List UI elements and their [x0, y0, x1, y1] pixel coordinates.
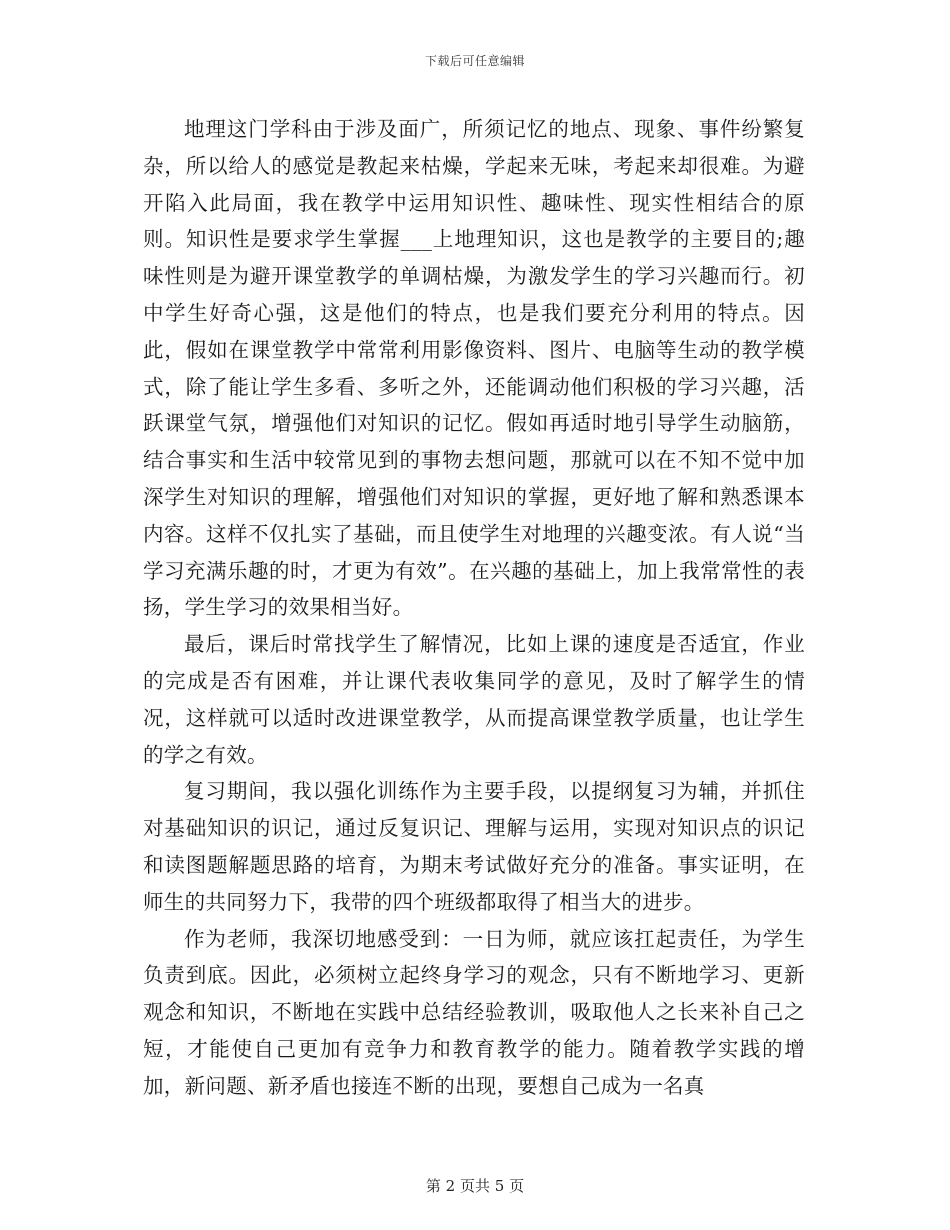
paragraph-1: 地理这门学科由于涉及面广，所须记忆的地点、现象、事件纷繁复杂，所以给人的感觉是教起来枯燥，学起来无味，考起来却很难。为避开陷入此局面，我在教学中运用知识性、趣味性、现实性相结合的原则。知识性是要求学生掌握___上地理知识，这也是教学的主要目的;趣味性则是为避开课堂教学的单调枯燥，为激发学生的学习兴趣而行。初中学生好奇心强，这是他们的特点，也是我们要充分利用的特点。因此，假如在课堂教学中常常利用影像资料、图片、电脑等生动的教学模式，除了能让学生多看、多听之外，还能调动他们积极的学习兴趣，活跃课堂气氛，增强他们对知识的记忆。假如再适时地引导学生动脑筋，结合事实和生活中较常见到的事物去想问题，那就可以在不知不觉中加深学生对知识的理解，增强他们对知识的掌握，更好地了解和熟悉课本内容。这样不仅扎实了基础，而且使学生对地理的兴趣变浓。有人说“当学习充满乐趣的时，才更为有效”。在兴趣的基础上，加上我常常性的表扬，学生学习的效果相当好。	[143, 117, 805, 620]
page-header: 下载后可任意编辑	[424, 54, 525, 68]
paragraph-4: 作为老师，我深切地感受到：一日为师，就应该扛起责任，为学生负责到底。因此，必须树立起终身学习的观念，只有不断地学习、更新观念和知识，不断地在实践中总结经验教训，吸取他人之长来补自己之短，才能使自己更加有竞争力和教育教学的能力。随着教学实践的增加，新问题、新矛盾也接连不断的出现，要想自己成为一名真	[143, 926, 805, 1098]
paragraph-2: 最后，课后时常找学生了解情况，比如上课的速度是否适宜，作业的完成是否有困难，并让课代表收集同学的意见，及时了解学生的情况，这样就可以适时改进课堂教学，从而提高课堂教学质量，也让学生的学之有效。	[143, 632, 805, 767]
page-footer: 第 2 页共 5 页	[425, 1177, 525, 1195]
paragraph-3: 复习期间，我以强化训练作为主要手段，以提纲复习为辅，并抓住对基础知识的识记，通过反复识记、理解与运用，实现对知识点的识记和读图题解题思路的培育，为期末考试做好充分的准备。事实证明，在师生的共同努力下，我带的四个班级都取得了相当大的进步。	[143, 779, 805, 914]
document-body	[143, 111, 805, 1105]
